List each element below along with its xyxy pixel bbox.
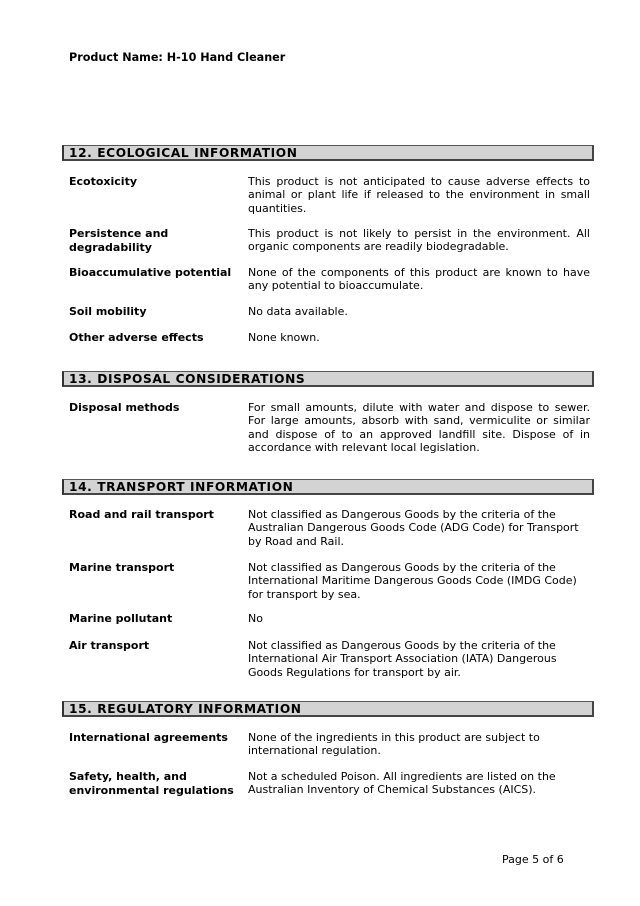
field-value: Not classified as Dangerous Goods by the criteria of the International Maritime Dangerous Goods Code (IMDG Code) for transport by sea. [248,561,577,601]
field-label: Persistence and degradability [69,227,169,254]
product-name: Product Name: H-10 Hand Cleaner [69,51,286,64]
field-value: Not a scheduled Poison. All ingredients are listed on the Australian Inventory of Chemical Substances (AICS). [248,770,556,797]
section-14-header [62,479,594,495]
section-12-header [62,145,594,161]
field-value: This product is not anticipated to cause adverse effects to animal or plant life if released to the environment in small quantities. [248,175,590,215]
section-title: 15. REGULATORY INFORMATION [69,702,302,716]
field-label: Bioaccumulative potential [69,266,232,279]
field-label: Marine pollutant [69,612,173,625]
field-value: None of the ingredients in this product are subject to international regulation. [248,731,540,758]
section-13-header [62,371,594,387]
field-value: None known. [248,331,320,344]
field-value: No [248,612,263,625]
field-value: Not classified as Dangerous Goods by the criteria of the International Air Transport Association (IATA) Dangerous Goods Regulations for transport by air. [248,639,557,679]
field-value: No data available. [248,305,348,318]
field-label: Ecotoxicity [69,175,137,188]
section-title: 14. TRANSPORT INFORMATION [69,480,294,494]
field-label: Disposal methods [69,401,180,414]
field-label: International agreements [69,731,228,744]
section-title: 13. DISPOSAL CONSIDERATIONS [69,372,306,386]
field-label: Soil mobility [69,305,147,318]
section-title: 12. ECOLOGICAL INFORMATION [69,146,298,160]
page-number: Page 5 of 6 [502,853,564,866]
section-15-header [62,701,594,717]
field-value: This product is not likely to persist in the environment. All organic components are readily biodegradable. [248,227,590,254]
field-label: Road and rail transport [69,508,214,521]
field-label: Safety, health, and environmental regulations [69,770,234,797]
field-label: Air transport [69,639,150,652]
field-value: For small amounts, dilute with water and dispose to sewer. For large amounts, absorb with sand, vermiculite or similar and dispose of to an approved landfill site. Dispose of in accordance with relevant local legislation. [248,401,590,454]
field-value: None of the components of this product are known to have any potential to bioaccumulate. [248,266,590,293]
field-label: Other adverse effects [69,331,204,344]
field-value: Not classified as Dangerous Goods by the criteria of the Australian Dangerous Goods Code (ADG Code) for Transport by Road and Rail. [248,508,579,548]
field-label: Marine transport [69,561,175,574]
